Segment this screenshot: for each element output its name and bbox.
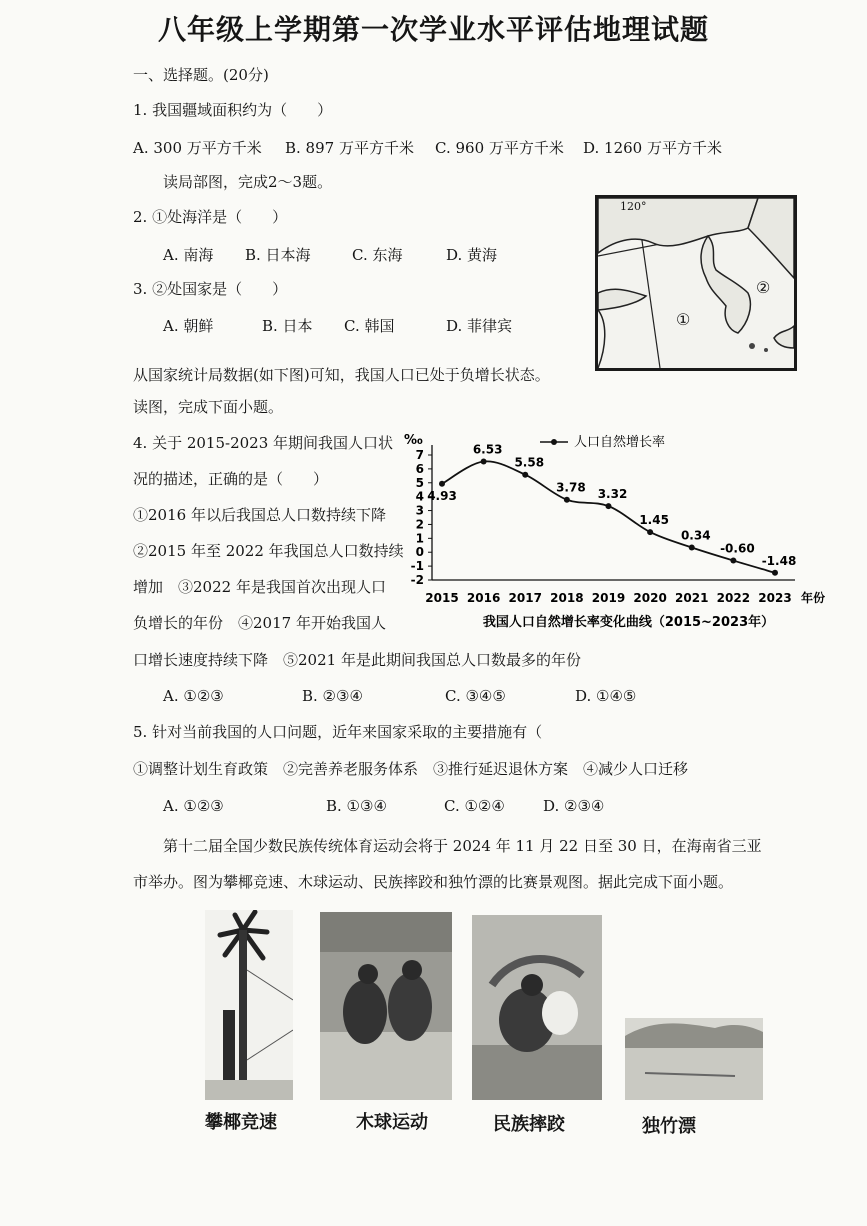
population-intro: 从国家统计局数据(如下图)可知，我国人口已处于负增长状态。 [133, 366, 550, 384]
data-point [439, 481, 445, 487]
x-tick-label: 2017 [508, 591, 542, 605]
x-tick-label: 2018 [550, 591, 584, 605]
data-point [564, 497, 570, 503]
games-intro-line-2: 市举办。图为攀椰竞速、木球运动、民族摔跤和独竹漂的比赛景观图。据此完成下面小题。 [133, 873, 734, 891]
games-intro-line-1: 第十二届全国少数民族传统体育运动会将于 2024 年 11 月 22 日至 30 日，在海南省三亚 [163, 837, 762, 855]
photo-wood-ball [320, 912, 452, 1100]
question-1-option-c: C. 960 万平方千米 [435, 139, 564, 157]
data-label: 0.34 [680, 528, 711, 543]
y-tick-label: 5 [415, 475, 424, 490]
question-5-stem: 5. 针对当前我国的人口问题，近年来国家采取的主要措施有（ [133, 723, 543, 741]
data-label: 3.78 [556, 480, 586, 495]
section-heading: 一、选择题。(20分) [133, 66, 269, 84]
x-tick-label: 2016 [466, 591, 501, 605]
question-5-option-c: C. ①②④ [444, 797, 505, 815]
question-4-option-b: B. ②③④ [302, 687, 363, 705]
page-title: 八年级上学期第一次学业水平评估地理试题 [157, 13, 709, 46]
question-4-line-1: 4. 关于 2015-2023 年期间我国人口状 [133, 434, 394, 452]
question-2-stem: 2. ①处海洋是（ ） [133, 208, 288, 226]
map-intro: 读局部图，完成2～3题。 [163, 173, 333, 191]
y-tick-label: 7 [415, 448, 424, 462]
data-label: -0.60 [720, 541, 755, 556]
data-label: -1.48 [761, 553, 797, 568]
data-label: 4.93 [427, 488, 457, 503]
y-axis-label: ‰ [404, 433, 423, 448]
question-4-option-c: C. ③④⑤ [445, 687, 506, 705]
legend-label: 人口自然增长率 [574, 435, 666, 450]
question-3-option-a: A. 朝鲜 [163, 317, 214, 335]
y-tick-label: 6 [415, 461, 424, 476]
data-label: 1.45 [639, 513, 669, 528]
question-5-option-d: D. ②③④ [543, 797, 605, 815]
question-3-option-c: C. 韩国 [344, 317, 395, 335]
photo-bamboo-drifting [625, 1018, 763, 1100]
regional-map [595, 195, 797, 371]
question-4-line-7: 口增长速度持续下降 ⑤2021 年是此期间我国总人口数最多的年份 [133, 651, 581, 669]
question-5-option-a: A. ①②③ [163, 797, 224, 815]
question-4-line-5: 增加 ③2022 年是我国首次出现人口 [133, 578, 386, 596]
question-2-option-c: C. 东海 [352, 246, 403, 264]
y-tick-label: 4 [415, 489, 424, 504]
series-line [442, 461, 775, 572]
map-marker-2: ② [756, 278, 771, 297]
y-tick-label: -2 [410, 573, 424, 587]
chart-svg [400, 430, 840, 645]
data-point [606, 503, 612, 509]
population-instruction: 读图，完成下面小题。 [133, 398, 284, 416]
population-chart [400, 430, 840, 645]
data-label: 3.32 [597, 487, 628, 502]
question-2-option-a: A. 南海 [163, 246, 214, 264]
data-point [481, 459, 487, 465]
data-point [772, 570, 778, 576]
y-tick-label: 0 [415, 545, 424, 560]
question-4-option-a: A. ①②③ [163, 687, 224, 705]
caption-coconut-climbing: 攀椰竞速 [205, 1112, 277, 1133]
data-point [730, 558, 736, 564]
y-tick-label: 1 [415, 531, 424, 546]
photo-wrestling [472, 915, 602, 1100]
question-5-option-b: B. ①③④ [326, 797, 387, 815]
x-tick-label: 2022 [716, 591, 751, 605]
data-label: 5.58 [514, 455, 545, 470]
question-2-option-d: D. 黄海 [446, 246, 498, 264]
map-marker-1: ① [676, 310, 691, 329]
question-3-option-b: B. 日本 [262, 317, 313, 335]
x-tick-label: 2021 [675, 591, 709, 605]
x-tick-label: 2023 [758, 591, 792, 605]
question-1-option-d: D. 1260 万平方千米 [583, 139, 722, 157]
question-4-option-d: D. ①④⑤ [575, 687, 637, 705]
chart-title: 我国人口自然增长率变化曲线（2015~2023年） [482, 615, 775, 630]
caption-bamboo-drifting: 独竹漂 [642, 1116, 696, 1137]
question-1-option-a: A. 300 万平方千米 [133, 139, 262, 157]
question-1-option-b: B. 897 万平方千米 [285, 139, 414, 157]
y-tick-label: 2 [415, 517, 424, 532]
question-4-line-3: ①2016 年以后我国总人口数持续下降 [133, 506, 386, 524]
question-1-stem: 1. 我国疆域面积约为（ ） [133, 101, 333, 119]
question-4-line-2: 况的描述，正确的是（ ） [133, 470, 329, 488]
y-tick-label: 3 [415, 503, 424, 518]
legend-marker [551, 439, 557, 445]
photo-coconut-climbing [205, 910, 293, 1100]
x-tick-label: 2015 [425, 591, 459, 605]
question-4-line-4: ②2015 年至 2022 年我国总人口数持续 [133, 542, 404, 560]
question-2-option-b: B. 日本海 [245, 246, 311, 264]
data-point [647, 529, 653, 535]
x-tick-label: 2019 [591, 591, 626, 605]
x-axis-label: 年份 [801, 591, 826, 605]
question-4-line-6: 负增长的年份 ④2017 年开始我国人 [133, 614, 386, 632]
map-longitude-label: 120° [620, 200, 647, 213]
caption-wrestling: 民族摔跤 [493, 1114, 565, 1135]
question-3-option-d: D. 菲律宾 [446, 317, 513, 335]
question-3-stem: 3. ②处国家是（ ） [133, 280, 288, 298]
data-point [522, 472, 528, 478]
y-tick-label: -1 [410, 559, 424, 574]
question-5-items: ①调整计划生育政策 ②完善养老服务体系 ③推行延迟退休方案 ④减少人口迁移 [133, 760, 689, 778]
data-point [689, 545, 695, 551]
x-tick-label: 2020 [633, 591, 667, 605]
data-label: 6.53 [472, 442, 503, 457]
caption-wood-ball: 木球运动 [356, 1112, 428, 1133]
